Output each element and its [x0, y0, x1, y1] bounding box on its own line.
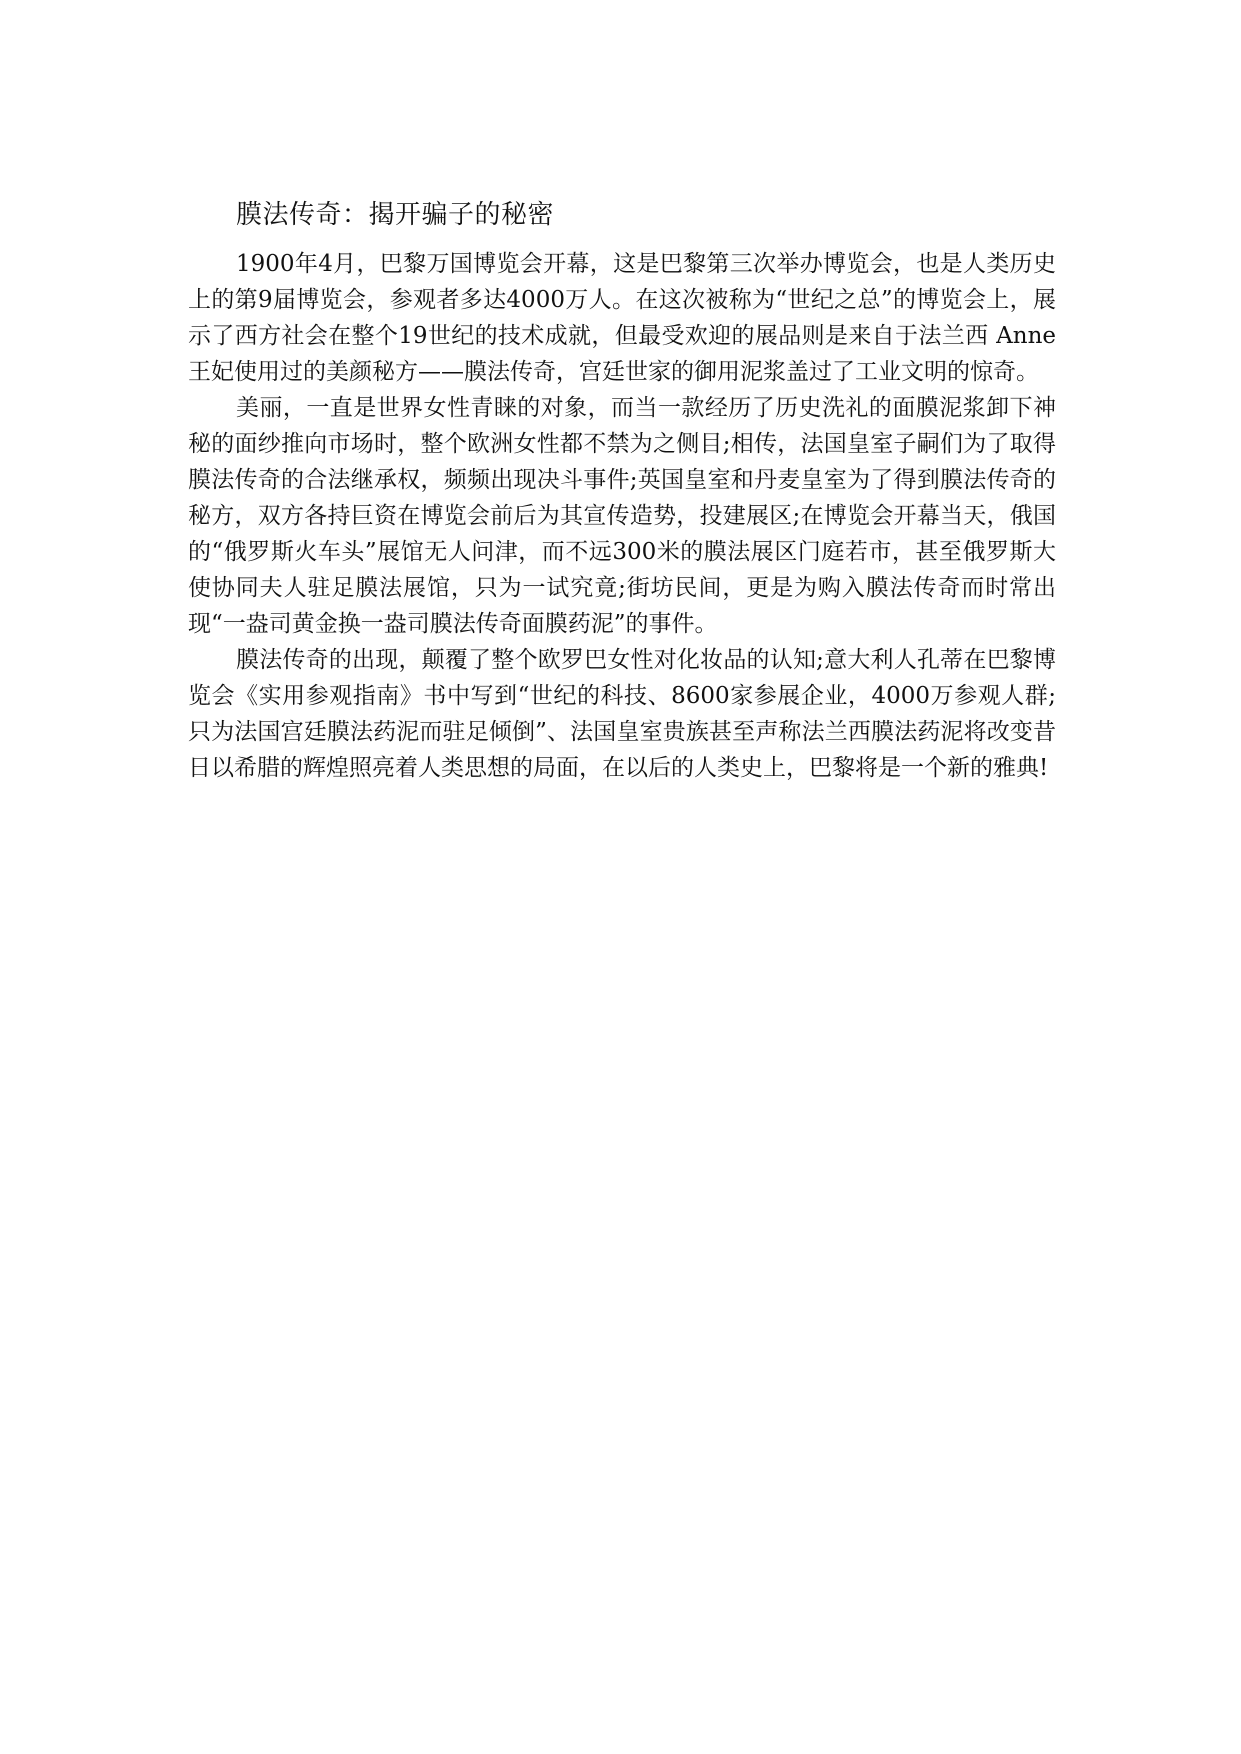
document-title: 膜法传奇：揭开骗子的秘密	[236, 200, 555, 230]
paragraph-3: 膜法传奇的出现，颠覆了整个欧罗巴女性对化妆品的认知;意大利人孔蒂在巴黎博览会《实用参观指南》书中写到“世纪的科技、8600家参展企业，4000万参观人群;只为法国宫廷膜法药泥而驻足倾倒”、法国皇室贵族甚至声称法兰西膜法药泥将改变昔日以希腊的辉煌照亮着人类思想的局面，在以后的人类史上，巴黎将是一个新的雅典!	[188, 647, 1056, 781]
paragraph-1: 1900年4月，巴黎万国博览会开幕，这是巴黎第三次举办博览会，也是人类历史上的第9届博览会，参观者多达4000万人。在这次被称为“世纪之总”的博览会上，展示了西方社会在整个19世纪的技术成就，但最受欢迎的展品则是来自于法兰西 Anne 王妃使用过的美颜秘方——膜法传奇，宫廷世家的御用泥浆盖过了工业文明的惊奇。	[188, 251, 1056, 385]
paragraph-2: 美丽，一直是世界女性青睐的对象，而当一款经历了历史洗礼的面膜泥浆卸下神秘的面纱推向市场时，整个欧洲女性都不禁为之侧目;相传，法国皇室子嗣们为了取得膜法传奇的合法继承权，频频出现决斗事件;英国皇室和丹麦皇室为了得到膜法传奇的秘方，双方各持巨资在博览会前后为其宣传造势，投建展区;在博览会开幕当天，俄国的“俄罗斯火车头”展馆无人问津，而不远300米的膜法展区门庭若市，甚至俄罗斯大使协同夫人驻足膜法展馆，只为一试究竟;街坊民间，更是为购入膜法传奇而时常出现“一盎司黄金换一盎司膜法传奇面膜药泥”的事件。	[188, 395, 1056, 637]
document-body	[188, 196, 1056, 786]
